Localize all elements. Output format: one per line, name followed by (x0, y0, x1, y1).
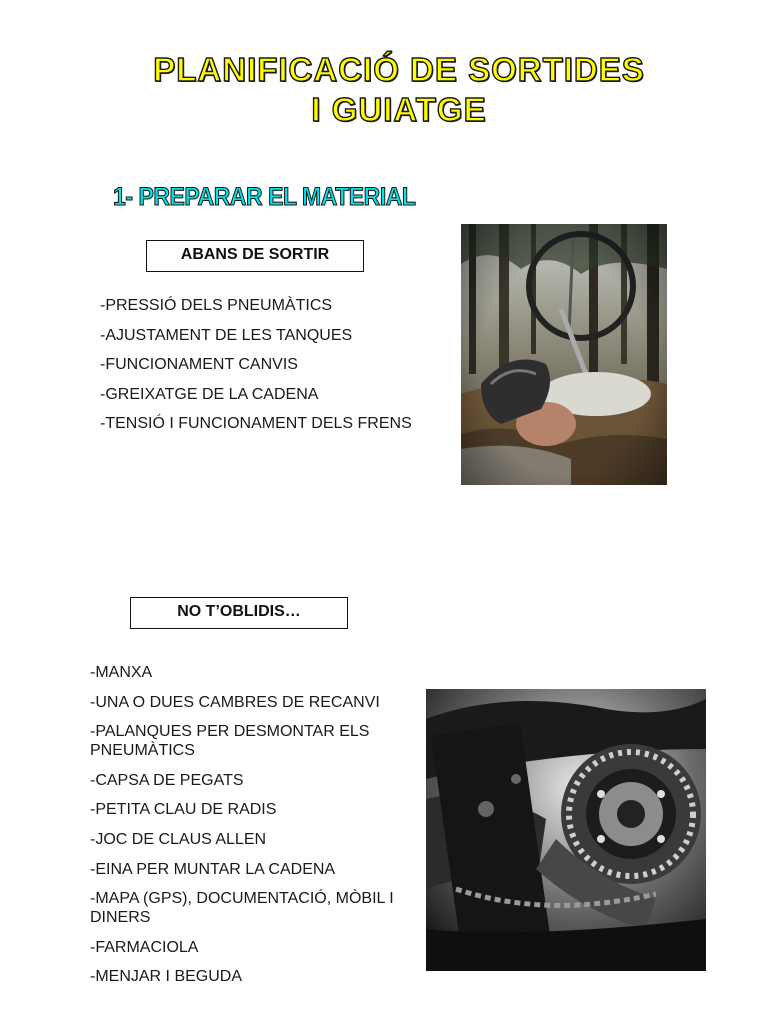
page-title-line1: PLANIFICACIÓ DE SORTIDES (153, 51, 645, 88)
list-item: -TENSIÓ I FUNCIONAMENT DELS FRENS (100, 415, 412, 432)
list-item: -FARMACIOLA (90, 938, 199, 956)
section-heading: 1- PREPARAR EL MATERIAL (113, 183, 416, 211)
page-title-line2: I GUIATGE (311, 91, 487, 128)
list-item: -FUNCIONAMENT CANVIS (100, 356, 298, 373)
list-item: -MAPA (GPS), DOCUMENTACIÓ, MÒBIL I DINERS (90, 890, 394, 927)
list-item: -PETITA CLAU DE RADIS (90, 801, 277, 819)
list-item: -PALANQUES PER DESMONTAR ELS PNEUMÀTICS (90, 723, 370, 760)
list-item: -MENJAR I BEGUDA (90, 968, 243, 986)
list-item: -MANXA (90, 664, 153, 681)
before-leaving-label: ABANS DE SORTIR (146, 240, 364, 272)
list-item: -GREIXATGE DE LA CADENA (100, 385, 319, 403)
list-item: -AJUSTAMENT DE LES TANQUES (100, 326, 353, 344)
dont-forget-label: NO T’OBLIDIS… (130, 597, 348, 629)
list-item: -JOC DE CLAUS ALLEN (90, 830, 267, 848)
list-item: -CAPSA DE PEGATS (90, 771, 244, 789)
list-item: -UNA O DUES CAMBRES DE RECANVI (90, 693, 380, 711)
dont-forget-list (90, 663, 420, 997)
list-item: -PRESSIÓ DELS PNEUMÀTICS (100, 297, 333, 314)
fallen-cyclist-photo (461, 224, 667, 485)
muddy-chainring-photo (426, 689, 706, 971)
list-item: -EINA PER MUNTAR LA CADENA (90, 860, 336, 878)
before-leaving-list (100, 296, 440, 444)
